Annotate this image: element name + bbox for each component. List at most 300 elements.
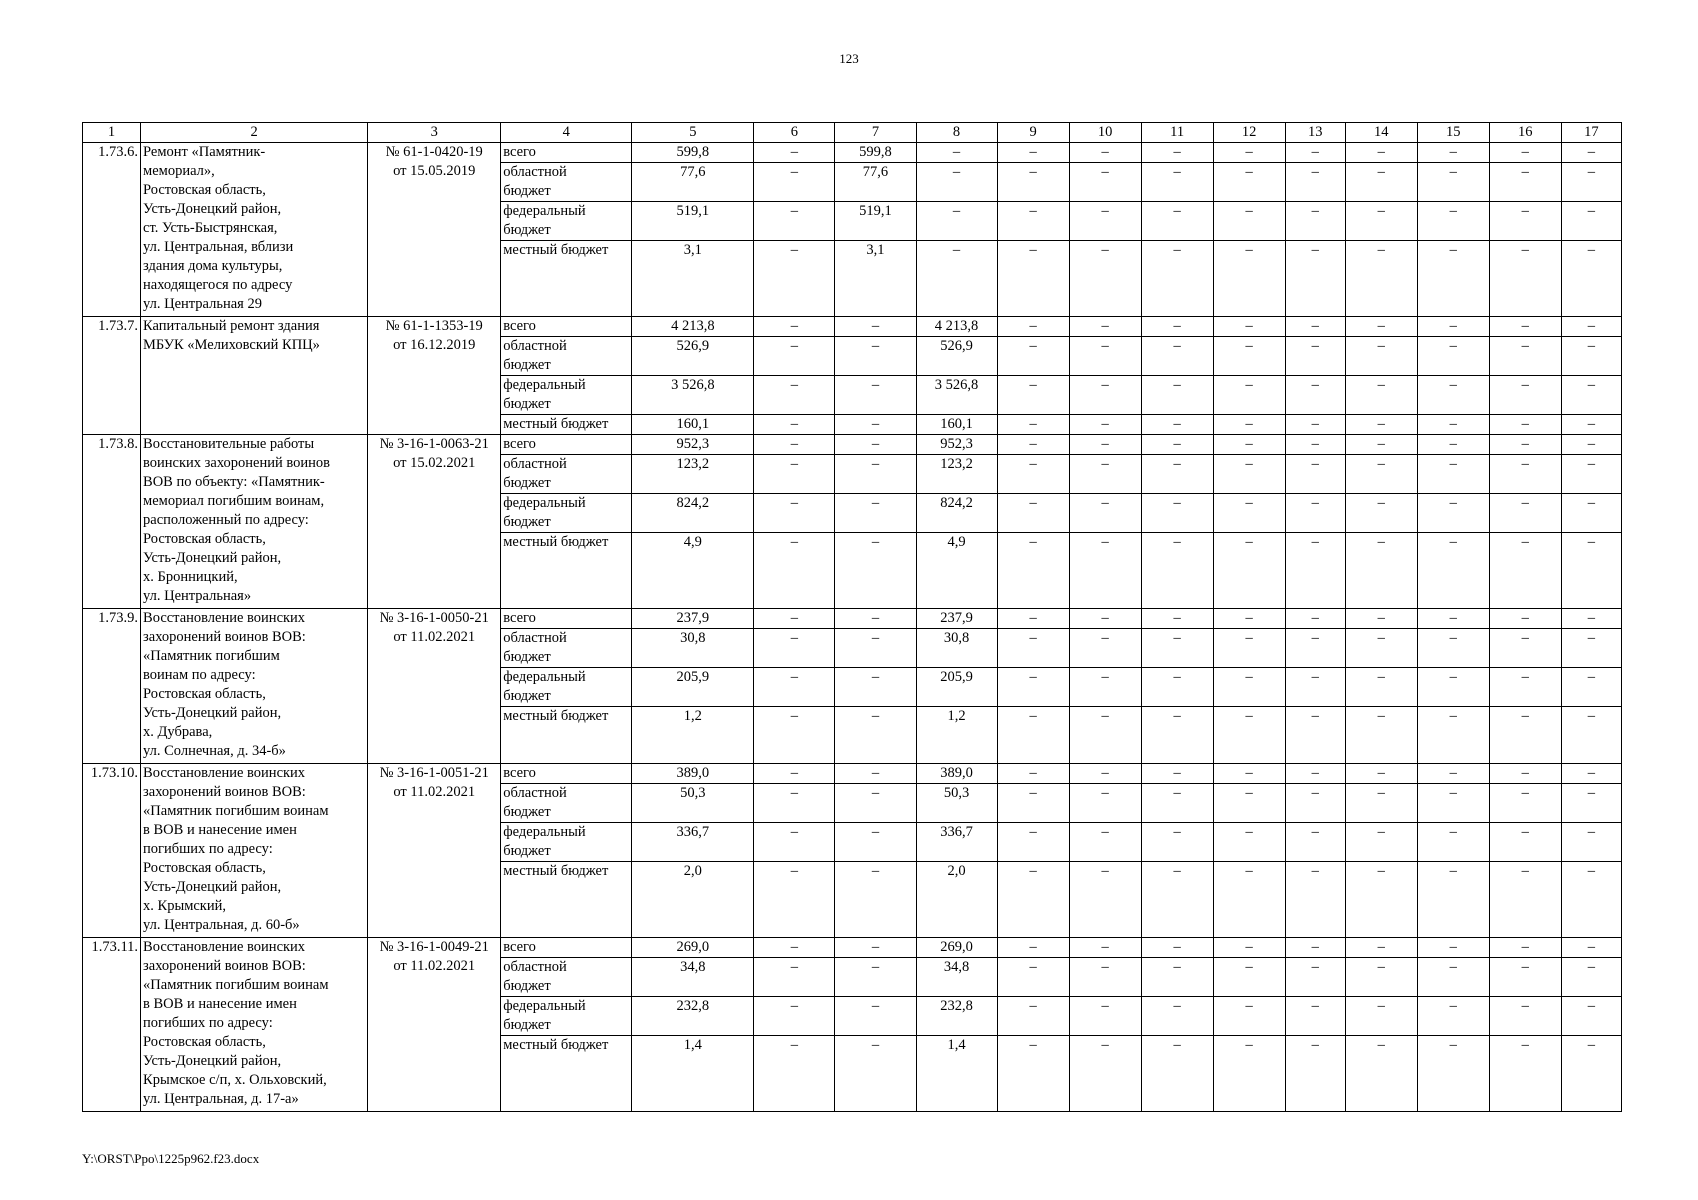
value-cell: – bbox=[1417, 533, 1489, 609]
value-cell: – bbox=[754, 415, 835, 435]
value-cell: – bbox=[754, 494, 835, 533]
value-cell: – bbox=[1345, 938, 1417, 958]
value-cell: – bbox=[1417, 707, 1489, 764]
funding-source: местный бюджет bbox=[501, 533, 632, 609]
value-cell: – bbox=[1417, 764, 1489, 784]
value-cell: – bbox=[1561, 938, 1621, 958]
table-row bbox=[83, 764, 1622, 784]
item-name: Восстановление воинских захоронений воинов ВОВ: «Памятник погибшим воинам в ВОВ и нанесение имен погибших по адресу: Ростовская область, Усть-Донецкий район, х. Крымский, ул. Центральная, д. 60-б» bbox=[141, 764, 368, 938]
value-cell: – bbox=[1069, 707, 1141, 764]
value-cell: – bbox=[1285, 938, 1345, 958]
value-cell: – bbox=[835, 668, 916, 707]
value-cell: – bbox=[997, 784, 1069, 823]
value-cell: – bbox=[1345, 958, 1417, 997]
value-cell: – bbox=[754, 668, 835, 707]
value-cell: – bbox=[997, 938, 1069, 958]
value-cell: 824,2 bbox=[916, 494, 997, 533]
value-cell: – bbox=[1489, 958, 1561, 997]
page-number: 123 bbox=[839, 51, 859, 66]
value-cell: 526,9 bbox=[632, 337, 754, 376]
table-row bbox=[83, 609, 1622, 629]
value-cell: 232,8 bbox=[632, 997, 754, 1036]
value-cell: – bbox=[835, 938, 916, 958]
value-cell: – bbox=[1561, 494, 1621, 533]
column-header: 5 bbox=[632, 123, 754, 143]
value-cell: – bbox=[997, 202, 1069, 241]
value-cell: – bbox=[1561, 143, 1621, 163]
value-cell: – bbox=[1069, 784, 1141, 823]
value-cell: – bbox=[1345, 784, 1417, 823]
value-cell: 1,4 bbox=[632, 1036, 754, 1112]
value-cell: – bbox=[1285, 317, 1345, 337]
value-cell: – bbox=[1285, 241, 1345, 317]
value-cell: – bbox=[1141, 435, 1213, 455]
item-code: 1.73.8. bbox=[83, 435, 141, 609]
value-cell: – bbox=[1489, 862, 1561, 938]
item-code: 1.73.11. bbox=[83, 938, 141, 1112]
value-cell: – bbox=[835, 533, 916, 609]
value-cell: – bbox=[1417, 143, 1489, 163]
value-cell: – bbox=[1489, 1036, 1561, 1112]
value-cell: – bbox=[1489, 337, 1561, 376]
value-cell: – bbox=[1345, 494, 1417, 533]
value-cell: 952,3 bbox=[916, 435, 997, 455]
value-cell: – bbox=[1489, 494, 1561, 533]
column-header: 8 bbox=[916, 123, 997, 143]
value-cell: – bbox=[1417, 415, 1489, 435]
value-cell: – bbox=[1141, 415, 1213, 435]
column-header: 11 bbox=[1141, 123, 1213, 143]
value-cell: – bbox=[1561, 163, 1621, 202]
value-cell: – bbox=[1417, 163, 1489, 202]
funding-source: всего bbox=[501, 317, 632, 337]
value-cell: – bbox=[1345, 435, 1417, 455]
value-cell: – bbox=[1285, 494, 1345, 533]
value-cell: – bbox=[1069, 1036, 1141, 1112]
value-cell: – bbox=[1417, 997, 1489, 1036]
value-cell: – bbox=[1285, 862, 1345, 938]
value-cell: – bbox=[754, 163, 835, 202]
value-cell: – bbox=[1069, 823, 1141, 862]
value-cell: – bbox=[997, 1036, 1069, 1112]
value-cell: – bbox=[1069, 629, 1141, 668]
value-cell: – bbox=[1417, 862, 1489, 938]
column-header: 6 bbox=[754, 123, 835, 143]
value-cell: – bbox=[1213, 823, 1285, 862]
value-cell: – bbox=[997, 958, 1069, 997]
funding-source: областной бюджет bbox=[501, 455, 632, 494]
value-cell: 34,8 bbox=[632, 958, 754, 997]
value-cell: – bbox=[1069, 764, 1141, 784]
value-cell: – bbox=[1345, 629, 1417, 668]
value-cell: – bbox=[1069, 376, 1141, 415]
value-cell: – bbox=[1213, 163, 1285, 202]
value-cell: – bbox=[1285, 435, 1345, 455]
value-cell: 1,2 bbox=[632, 707, 754, 764]
value-cell: – bbox=[1213, 317, 1285, 337]
item-document: № 61-1-0420-19 от 15.05.2019 bbox=[368, 143, 501, 317]
value-cell: – bbox=[835, 764, 916, 784]
value-cell: 205,9 bbox=[632, 668, 754, 707]
value-cell: – bbox=[1285, 202, 1345, 241]
value-cell: – bbox=[1285, 823, 1345, 862]
item-code: 1.73.6. bbox=[83, 143, 141, 317]
value-cell: – bbox=[1213, 958, 1285, 997]
value-cell: – bbox=[1213, 629, 1285, 668]
item-document: № 3-16-1-0051-21 от 11.02.2021 bbox=[368, 764, 501, 938]
value-cell: 4 213,8 bbox=[632, 317, 754, 337]
value-cell: – bbox=[754, 317, 835, 337]
value-cell: – bbox=[1345, 163, 1417, 202]
value-cell: – bbox=[1489, 376, 1561, 415]
value-cell: – bbox=[1489, 533, 1561, 609]
value-cell: – bbox=[1069, 435, 1141, 455]
value-cell: 160,1 bbox=[632, 415, 754, 435]
value-cell: – bbox=[754, 533, 835, 609]
value-cell: – bbox=[1141, 958, 1213, 997]
value-cell: – bbox=[754, 823, 835, 862]
value-cell: – bbox=[1069, 958, 1141, 997]
value-cell: – bbox=[1141, 707, 1213, 764]
value-cell: – bbox=[1213, 997, 1285, 1036]
value-cell: – bbox=[835, 317, 916, 337]
value-cell: – bbox=[1561, 317, 1621, 337]
value-cell: – bbox=[1561, 823, 1621, 862]
value-cell: 34,8 bbox=[916, 958, 997, 997]
item-name: Восстановление воинских захоронений воинов ВОВ: «Памятник погибшим воинам по адресу: Ростовская область, Усть-Донецкий район, х. Дубрава, ул. Солнечная, д. 34-б» bbox=[141, 609, 368, 764]
value-cell: – bbox=[835, 609, 916, 629]
value-cell: – bbox=[1213, 337, 1285, 376]
value-cell: 3 526,8 bbox=[916, 376, 997, 415]
funding-source: областной бюджет bbox=[501, 784, 632, 823]
value-cell: – bbox=[1213, 435, 1285, 455]
value-cell: 269,0 bbox=[916, 938, 997, 958]
value-cell: – bbox=[997, 317, 1069, 337]
column-header: 16 bbox=[1489, 123, 1561, 143]
value-cell: – bbox=[1345, 823, 1417, 862]
value-cell: – bbox=[1417, 629, 1489, 668]
value-cell: – bbox=[835, 707, 916, 764]
funding-source: федеральный бюджет bbox=[501, 997, 632, 1036]
value-cell: 160,1 bbox=[916, 415, 997, 435]
item-document: № 3-16-1-0049-21 от 11.02.2021 bbox=[368, 938, 501, 1112]
value-cell: – bbox=[1345, 609, 1417, 629]
value-cell: – bbox=[1345, 143, 1417, 163]
table-row bbox=[83, 938, 1622, 958]
value-cell: 50,3 bbox=[632, 784, 754, 823]
item-code: 1.73.7. bbox=[83, 317, 141, 435]
value-cell: – bbox=[1213, 938, 1285, 958]
value-cell: – bbox=[1141, 376, 1213, 415]
value-cell: – bbox=[835, 415, 916, 435]
value-cell: – bbox=[1285, 629, 1345, 668]
value-cell: – bbox=[997, 337, 1069, 376]
funding-source: местный бюджет bbox=[501, 415, 632, 435]
value-cell: – bbox=[1285, 668, 1345, 707]
value-cell: – bbox=[1561, 533, 1621, 609]
column-header: 3 bbox=[368, 123, 501, 143]
value-cell: – bbox=[1141, 533, 1213, 609]
value-cell: – bbox=[1069, 241, 1141, 317]
value-cell: – bbox=[1069, 668, 1141, 707]
value-cell: – bbox=[1417, 668, 1489, 707]
value-cell: 123,2 bbox=[916, 455, 997, 494]
value-cell: – bbox=[1213, 533, 1285, 609]
value-cell: – bbox=[997, 629, 1069, 668]
value-cell: – bbox=[997, 533, 1069, 609]
value-cell: – bbox=[835, 629, 916, 668]
value-cell: – bbox=[1561, 455, 1621, 494]
value-cell: – bbox=[1069, 455, 1141, 494]
value-cell: – bbox=[1141, 784, 1213, 823]
item-name: Восстановительные работы воинских захоронений воинов ВОВ по объекту: «Памятник- мемориал погибшим воинам, расположенный по адресу: Ростовская область, Усть-Донецкий район, х. Бронницкий, ул. Центральная» bbox=[141, 435, 368, 609]
value-cell: – bbox=[1489, 609, 1561, 629]
value-cell: – bbox=[835, 823, 916, 862]
funding-source: всего bbox=[501, 143, 632, 163]
value-cell: – bbox=[1489, 415, 1561, 435]
value-cell: – bbox=[1213, 668, 1285, 707]
value-cell: – bbox=[1417, 1036, 1489, 1112]
value-cell: – bbox=[1069, 997, 1141, 1036]
value-cell: – bbox=[1345, 415, 1417, 435]
value-cell: – bbox=[1561, 435, 1621, 455]
value-cell: – bbox=[1069, 494, 1141, 533]
value-cell: – bbox=[1285, 163, 1345, 202]
value-cell: – bbox=[754, 609, 835, 629]
value-cell: – bbox=[1489, 823, 1561, 862]
funding-source: федеральный бюджет bbox=[501, 823, 632, 862]
value-cell: – bbox=[997, 415, 1069, 435]
value-cell: – bbox=[1345, 997, 1417, 1036]
value-cell: 336,7 bbox=[632, 823, 754, 862]
value-cell: 599,8 bbox=[632, 143, 754, 163]
value-cell: – bbox=[1285, 415, 1345, 435]
value-cell: – bbox=[1417, 317, 1489, 337]
funding-source: областной бюджет bbox=[501, 337, 632, 376]
funding-source: областной бюджет bbox=[501, 629, 632, 668]
value-cell: – bbox=[1561, 1036, 1621, 1112]
value-cell: 30,8 bbox=[632, 629, 754, 668]
value-cell: – bbox=[754, 784, 835, 823]
value-cell: – bbox=[1213, 415, 1285, 435]
value-cell: – bbox=[1489, 997, 1561, 1036]
funding-source: всего bbox=[501, 764, 632, 784]
funding-source: всего bbox=[501, 609, 632, 629]
value-cell: – bbox=[1489, 668, 1561, 707]
value-cell: – bbox=[835, 376, 916, 415]
value-cell: – bbox=[1069, 163, 1141, 202]
value-cell: 526,9 bbox=[916, 337, 997, 376]
value-cell: – bbox=[1141, 143, 1213, 163]
value-cell: – bbox=[1345, 337, 1417, 376]
value-cell: – bbox=[1285, 337, 1345, 376]
value-cell: – bbox=[835, 862, 916, 938]
funding-source: областной бюджет bbox=[501, 958, 632, 997]
value-cell: – bbox=[1561, 629, 1621, 668]
value-cell: – bbox=[835, 337, 916, 376]
value-cell: – bbox=[1345, 455, 1417, 494]
value-cell: – bbox=[1561, 609, 1621, 629]
value-cell: – bbox=[754, 202, 835, 241]
value-cell: – bbox=[754, 1036, 835, 1112]
value-cell: – bbox=[1069, 143, 1141, 163]
funding-source: областной бюджет bbox=[501, 163, 632, 202]
value-cell: – bbox=[997, 997, 1069, 1036]
item-document: № 3-16-1-0050-21 от 11.02.2021 bbox=[368, 609, 501, 764]
value-cell: – bbox=[1213, 1036, 1285, 1112]
value-cell: – bbox=[1141, 823, 1213, 862]
value-cell: 269,0 bbox=[632, 938, 754, 958]
value-cell: – bbox=[997, 163, 1069, 202]
value-cell: – bbox=[1489, 707, 1561, 764]
value-cell: – bbox=[1345, 202, 1417, 241]
value-cell: 336,7 bbox=[916, 823, 997, 862]
table-row bbox=[83, 143, 1622, 163]
value-cell: 232,8 bbox=[916, 997, 997, 1036]
value-cell: – bbox=[754, 958, 835, 997]
value-cell: 389,0 bbox=[916, 764, 997, 784]
item-document: № 3-16-1-0063-21 от 15.02.2021 bbox=[368, 435, 501, 609]
value-cell: – bbox=[1285, 143, 1345, 163]
value-cell: 30,8 bbox=[916, 629, 997, 668]
value-cell: 3,1 bbox=[632, 241, 754, 317]
item-code: 1.73.10. bbox=[83, 764, 141, 938]
funding-source: местный бюджет bbox=[501, 862, 632, 938]
funding-source: федеральный бюджет bbox=[501, 376, 632, 415]
value-cell: – bbox=[1141, 862, 1213, 938]
value-cell: – bbox=[1069, 533, 1141, 609]
value-cell: – bbox=[1489, 435, 1561, 455]
value-cell: – bbox=[835, 784, 916, 823]
value-cell: – bbox=[1489, 629, 1561, 668]
value-cell: – bbox=[1285, 455, 1345, 494]
value-cell: – bbox=[835, 494, 916, 533]
value-cell: – bbox=[1561, 668, 1621, 707]
value-cell: – bbox=[1069, 609, 1141, 629]
value-cell: – bbox=[1345, 317, 1417, 337]
value-cell: – bbox=[1489, 455, 1561, 494]
header-row bbox=[83, 123, 1622, 143]
value-cell: – bbox=[1489, 938, 1561, 958]
value-cell: 1,2 bbox=[916, 707, 997, 764]
value-cell: – bbox=[1561, 997, 1621, 1036]
value-cell: – bbox=[754, 455, 835, 494]
value-cell: – bbox=[754, 629, 835, 668]
value-cell: 237,9 bbox=[632, 609, 754, 629]
column-header: 14 bbox=[1345, 123, 1417, 143]
value-cell: – bbox=[1213, 494, 1285, 533]
value-cell: – bbox=[1417, 337, 1489, 376]
value-cell: – bbox=[1345, 376, 1417, 415]
value-cell: – bbox=[1561, 707, 1621, 764]
item-name: Ремонт «Памятник- мемориал», Ростовская область, Усть-Донецкий район, ст. Усть-Быстрянская, ул. Центральная, вблизи здания дома культуры, находящегося по адресу ул. Центральная 29 bbox=[141, 143, 368, 317]
value-cell: – bbox=[1561, 862, 1621, 938]
value-cell: – bbox=[997, 823, 1069, 862]
column-header: 9 bbox=[997, 123, 1069, 143]
value-cell: 952,3 bbox=[632, 435, 754, 455]
table-body bbox=[83, 143, 1622, 1112]
value-cell: – bbox=[1561, 337, 1621, 376]
value-cell: – bbox=[1345, 241, 1417, 317]
value-cell: – bbox=[1213, 241, 1285, 317]
value-cell: – bbox=[754, 376, 835, 415]
value-cell: – bbox=[1213, 764, 1285, 784]
value-cell: – bbox=[1069, 317, 1141, 337]
value-cell: – bbox=[1561, 958, 1621, 997]
value-cell: – bbox=[997, 707, 1069, 764]
value-cell: – bbox=[1285, 1036, 1345, 1112]
value-cell: – bbox=[997, 862, 1069, 938]
value-cell: – bbox=[754, 938, 835, 958]
value-cell: – bbox=[835, 958, 916, 997]
table-row bbox=[83, 317, 1622, 337]
value-cell: – bbox=[1141, 163, 1213, 202]
value-cell: – bbox=[1489, 163, 1561, 202]
value-cell: – bbox=[1285, 784, 1345, 823]
value-cell: – bbox=[1285, 764, 1345, 784]
value-cell: – bbox=[1213, 143, 1285, 163]
value-cell: – bbox=[754, 143, 835, 163]
value-cell: – bbox=[1285, 609, 1345, 629]
value-cell: – bbox=[1489, 317, 1561, 337]
value-cell: – bbox=[997, 668, 1069, 707]
value-cell: – bbox=[835, 455, 916, 494]
value-cell: – bbox=[1141, 668, 1213, 707]
item-document: № 61-1-1353-19 от 16.12.2019 bbox=[368, 317, 501, 435]
value-cell: – bbox=[1345, 533, 1417, 609]
value-cell: – bbox=[1561, 202, 1621, 241]
value-cell: – bbox=[1141, 337, 1213, 376]
value-cell: – bbox=[1561, 415, 1621, 435]
value-cell: – bbox=[1285, 707, 1345, 764]
value-cell: – bbox=[835, 435, 916, 455]
value-cell: – bbox=[1213, 202, 1285, 241]
value-cell: 205,9 bbox=[916, 668, 997, 707]
value-cell: 389,0 bbox=[632, 764, 754, 784]
value-cell: – bbox=[1213, 455, 1285, 494]
column-header: 7 bbox=[835, 123, 916, 143]
value-cell: 599,8 bbox=[835, 143, 916, 163]
value-cell: – bbox=[997, 494, 1069, 533]
item-code: 1.73.9. bbox=[83, 609, 141, 764]
value-cell: – bbox=[1561, 241, 1621, 317]
column-header: 10 bbox=[1069, 123, 1141, 143]
column-header: 15 bbox=[1417, 123, 1489, 143]
column-header: 13 bbox=[1285, 123, 1345, 143]
value-cell: – bbox=[1489, 784, 1561, 823]
value-cell: – bbox=[997, 764, 1069, 784]
value-cell: – bbox=[1489, 202, 1561, 241]
value-cell: – bbox=[835, 1036, 916, 1112]
value-cell: – bbox=[1213, 707, 1285, 764]
value-cell: – bbox=[1141, 202, 1213, 241]
value-cell: – bbox=[1213, 609, 1285, 629]
funding-source: местный бюджет bbox=[501, 1036, 632, 1112]
item-name: Восстановление воинских захоронений воинов ВОВ: «Памятник погибшим воинам в ВОВ и нанесение имен погибших по адресу: Ростовская область, Усть-Донецкий район, Крымское с/п, х. Ольховский, ул. Центральная, д. 17-а» bbox=[141, 938, 368, 1112]
value-cell: 824,2 bbox=[632, 494, 754, 533]
value-cell: 77,6 bbox=[632, 163, 754, 202]
value-cell: – bbox=[1417, 609, 1489, 629]
value-cell: – bbox=[1417, 494, 1489, 533]
funding-source: местный бюджет bbox=[501, 241, 632, 317]
value-cell: – bbox=[1141, 997, 1213, 1036]
value-cell: – bbox=[1345, 862, 1417, 938]
funding-source: местный бюджет bbox=[501, 707, 632, 764]
value-cell: – bbox=[1489, 143, 1561, 163]
value-cell: – bbox=[1345, 707, 1417, 764]
value-cell: – bbox=[1069, 415, 1141, 435]
value-cell: – bbox=[997, 376, 1069, 415]
